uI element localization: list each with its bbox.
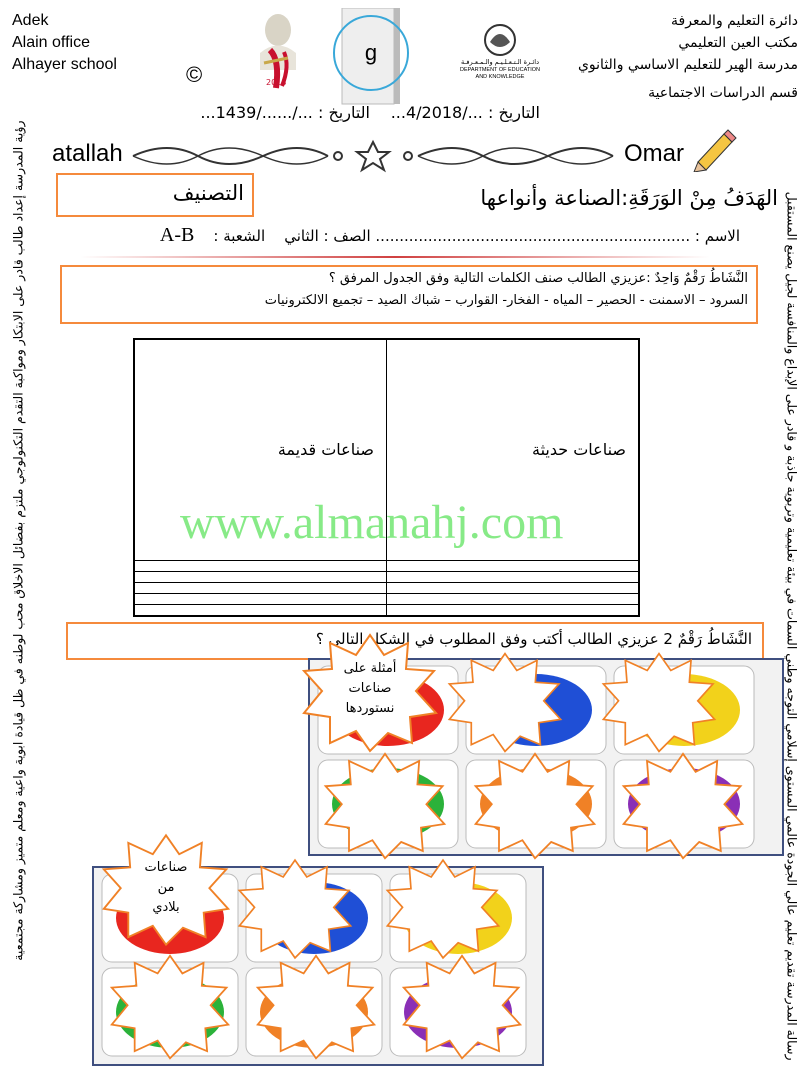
header-modern-industries: صناعات حديثة bbox=[387, 340, 639, 561]
header-en-line: Alain office bbox=[12, 34, 90, 51]
table-row bbox=[135, 571, 639, 582]
answer-cell[interactable] bbox=[135, 560, 387, 571]
star-line: أمثلة على bbox=[343, 661, 397, 676]
section-label: الشعبة : bbox=[213, 227, 266, 245]
ornament-divider bbox=[128, 138, 618, 174]
table-row bbox=[135, 560, 639, 571]
starburst-imports-label bbox=[300, 633, 440, 753]
starburst-icon[interactable] bbox=[398, 954, 526, 1060]
name-label: الاسم : bbox=[694, 227, 740, 245]
answer-cell[interactable] bbox=[387, 593, 639, 604]
school-header-ar bbox=[538, 10, 798, 104]
starburst-icon[interactable] bbox=[618, 752, 748, 860]
student-info-line bbox=[140, 224, 740, 247]
star-line: صناعات bbox=[144, 860, 188, 875]
star-line: من bbox=[157, 880, 175, 895]
red-divider bbox=[80, 256, 710, 258]
adek-logo bbox=[460, 22, 540, 84]
school-vision-vertical: رؤية المدرسة إعداد طالب قادر على الابتكار ومواكبة التقدم التكنولوجي ملتزم بفضائل الاخلاق محب لوطنه في ظل قيادة ابوية واعية ومعلم متميز ومشاركة مجتمعية bbox=[10, 120, 26, 961]
starburst-local-label bbox=[100, 832, 232, 948]
starburst-icon[interactable] bbox=[384, 858, 502, 960]
date-hijri-value: ...1439/....../... bbox=[200, 103, 313, 122]
adek-logo-en: DEPARTMENT OF EDUCATION bbox=[460, 67, 540, 73]
header-ar-line: مدرسة الهير للتعليم الاساسي والثانوي bbox=[577, 57, 798, 73]
table-row bbox=[135, 604, 639, 615]
date-greg-label: التاريخ : bbox=[487, 103, 540, 122]
date-greg bbox=[378, 103, 540, 122]
starburst-icon[interactable] bbox=[470, 752, 600, 860]
activity2-title: النَّشَاطُ رَقْمٌ 2 عزيزي الطالب أكتب وفق المطلوب في الشكل التالي ؟ bbox=[315, 630, 752, 648]
zayed-year-logo bbox=[250, 8, 310, 93]
answer-cell[interactable] bbox=[387, 571, 639, 582]
starburst-icon[interactable] bbox=[600, 650, 718, 755]
circle-letter: g bbox=[364, 40, 378, 65]
date-hijri-label: التاريخ : bbox=[317, 103, 370, 122]
answer-cell[interactable] bbox=[387, 604, 639, 615]
star-line: صناعات bbox=[348, 681, 392, 696]
answer-cell[interactable] bbox=[387, 582, 639, 593]
header-ar-line: مكتب العين التعليمي bbox=[678, 35, 798, 51]
school-mission-vertical: رسالة المدرسة تقديم تعليم عالي الجودة عالمي المستوى إسلامي التوجه وطني السمات في بيئة تعليمية وتربوية جاذبة و قادر على الإبداع والمنافسة لجيل يصنع المستقبل bbox=[784, 191, 800, 1061]
header-ar-line: دائرة التعليم والمعرفة bbox=[671, 13, 798, 29]
starburst-icon[interactable] bbox=[236, 858, 354, 960]
answer-cell[interactable] bbox=[135, 582, 387, 593]
star-icon bbox=[357, 142, 389, 170]
answer-cell[interactable] bbox=[387, 560, 639, 571]
activity1-words: السرود – الاسمنت - الحصير – المياه - الفخار- القوارب – شباك الصيد – تجميع الالكترونيات bbox=[264, 293, 748, 308]
date-greg-value: ...4/2018/... bbox=[390, 103, 483, 122]
adek-logo-en: AND KNOWLEDGE bbox=[475, 74, 525, 80]
star-label-imports bbox=[320, 659, 420, 719]
watermark: www.almanahj.com bbox=[180, 496, 564, 549]
copyright-symbol: © bbox=[186, 62, 203, 87]
header-old-industries: صناعات قديمة bbox=[135, 340, 387, 561]
adek-logo-ar: دائـرة الـتـعـلـيـم والـمـعـرفـة bbox=[461, 58, 539, 66]
answer-cell[interactable] bbox=[135, 571, 387, 582]
grade-label: الصف : الثاني bbox=[284, 227, 371, 245]
header-en-line: Adek bbox=[12, 12, 49, 29]
pencil-icon bbox=[690, 128, 738, 176]
student-name-left: atallah bbox=[52, 140, 123, 167]
star-label-local bbox=[120, 858, 212, 918]
header-ar-line: قسم الدراسات الاجتماعية bbox=[648, 85, 798, 101]
table-row bbox=[135, 582, 639, 593]
classification-label: التصنيف bbox=[172, 181, 244, 205]
section-value: A-B bbox=[159, 224, 195, 246]
classification-box bbox=[56, 173, 254, 217]
activity1-box bbox=[60, 265, 758, 324]
school-header-en bbox=[12, 10, 117, 76]
answer-cell[interactable] bbox=[135, 604, 387, 615]
header-en-line: Alhayer school bbox=[12, 56, 117, 73]
name-dots: .................................................................. bbox=[375, 227, 691, 245]
letter-circle bbox=[333, 15, 409, 91]
objective-title: الهَدَفُ مِنْ الوَرَقَةِ:الصناعة وأنواعها bbox=[480, 186, 778, 210]
table-row bbox=[135, 593, 639, 604]
student-name-right: Omar bbox=[624, 140, 684, 167]
starburst-icon[interactable] bbox=[252, 954, 380, 1060]
starburst-icon[interactable] bbox=[106, 954, 234, 1060]
star-line: بلادي bbox=[152, 900, 180, 915]
activity1-title: النَّشَاطُ رَقْمٌ وَاحِدٌ :عزيزي الطالب صنف الكلمات التالية وفق الجدول المرفق ؟ bbox=[328, 271, 748, 286]
emblem-icon bbox=[480, 22, 520, 58]
zayed-year: 2018 bbox=[266, 78, 287, 87]
date-hijri bbox=[170, 103, 370, 122]
answer-cell[interactable] bbox=[135, 593, 387, 604]
star-line: نستوردها bbox=[345, 701, 395, 716]
classification-table bbox=[133, 338, 640, 617]
starburst-icon[interactable] bbox=[446, 650, 564, 755]
starburst-icon[interactable] bbox=[320, 752, 450, 860]
